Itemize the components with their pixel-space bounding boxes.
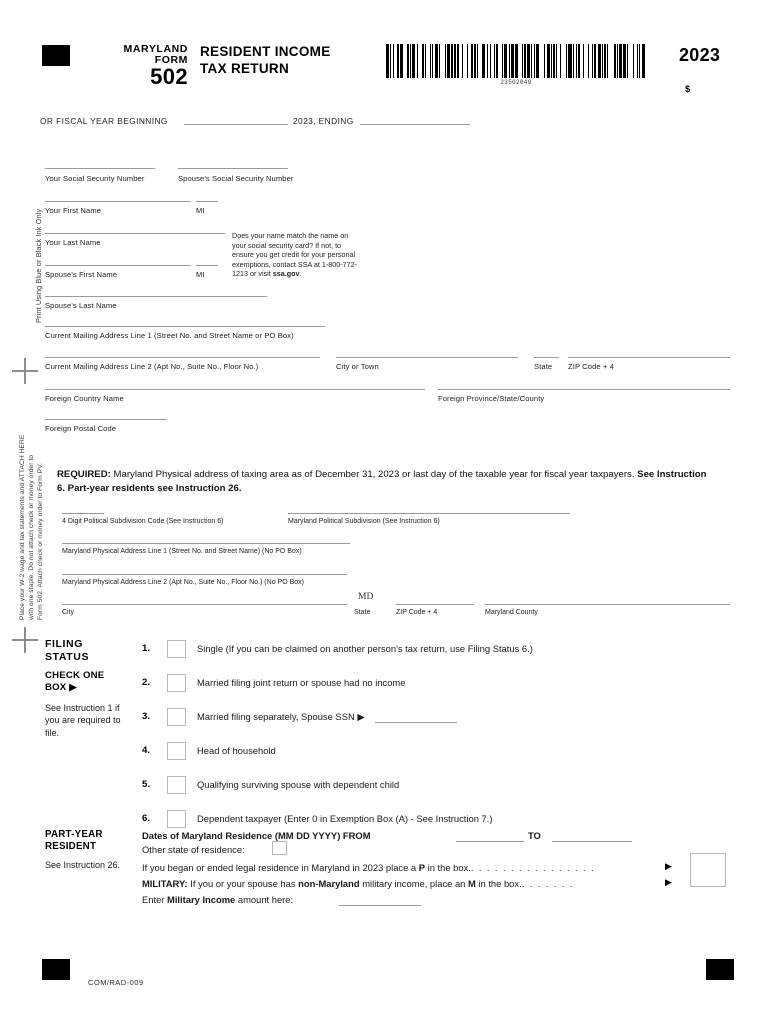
filing-status-subheading [45,670,145,694]
spouse-ssn-input[interactable] [178,168,288,169]
filing-status-option-2-number: 2. [142,677,151,688]
military-income-label: Military Income [167,894,236,905]
physical-line1-label: Maryland Physical Address Line 1 (Street No. and Street Name) (No PO Box) [62,548,302,555]
residence-dates-label: Dates of Maryland Residence (MM DD YYYY) FROM [142,830,371,841]
physical-state-value: MD [358,591,374,602]
part-year-heading [45,829,140,853]
subdivision-name-label: Maryland Political Subdivision (See Instruction 6) [288,518,440,525]
subdivision-code-input[interactable] [62,513,104,514]
part-year-heading-line2: RESIDENT [45,841,97,852]
p-box-instruction [142,861,595,875]
residence-to-input[interactable] [552,841,632,842]
other-state-label: Other state of residence: [142,844,245,855]
fiscal-year-mid-label: 2023, ENDING [293,116,354,126]
attach-note-line3: Form 502. Attach check or money order to Form PV. [37,462,44,620]
filing-status-note: See Instruction 1 if you are required to file. [45,703,121,738]
filing-status-option-3-number: 3. [142,711,151,722]
your-ssn-input[interactable] [45,168,155,169]
foreign-country-input[interactable] [45,389,425,390]
spouse-mi-input[interactable] [196,265,218,266]
military-income-text: Enter [142,894,168,905]
p-military-box[interactable] [690,853,726,887]
filing-status-heading [45,638,145,663]
military-text: If you or your spouse has [187,878,299,889]
your-last-name-label: Your Last Name [45,238,101,247]
filing-status-checkbox-1[interactable] [167,640,186,658]
military-text3: in the box. [475,878,522,889]
mailing-line2-input[interactable] [45,357,320,358]
mailing-city-input[interactable] [336,357,518,358]
form-title-line1: RESIDENT INCOME [200,44,331,59]
ssa-note-link[interactable]: ssa.gov [272,269,300,279]
spouse-ssn-label: Spouse's Social Security Number [178,174,294,183]
form-revision-code: COM/RAD-009 [88,978,144,987]
part-year-note: See Instruction 26. [45,860,121,870]
filing-status-option-1-label: Single (If you can be claimed on another person's tax return, use Filing Status 6.) [197,643,533,654]
mailing-state-input[interactable] [534,357,559,358]
physical-line2-input[interactable] [62,574,347,575]
p-box-letter: P [418,862,426,873]
form-title [200,44,380,77]
attach-note-line1: Place your W-2 wage and tax statements and ATTACH HERE [19,434,26,620]
physical-state-label: State [354,609,371,616]
military-dots: . . . . . . . [521,878,574,889]
check-one-line1: CHECK ONE [45,670,105,681]
physical-line2-label: Maryland Physical Address Line 2 (Apt No., Suite No., Floor No.) (No PO Box) [62,579,304,586]
filing-status-checkbox-2[interactable] [167,674,186,692]
filing-status-checkbox-4[interactable] [167,742,186,760]
mailing-zip-label: ZIP Code + 4 [568,362,615,371]
mailing-line2-label: Current Mailing Address Line 2 (Apt No., Suite No., Floor No.) [45,362,259,371]
your-mi-label: MI [196,206,205,215]
ssa-note-period: . [299,269,302,279]
mailing-zip-input[interactable] [568,357,730,358]
other-state-checkbox[interactable] [272,841,287,855]
military-non-maryland: non-Maryland [298,878,360,889]
agency-name: MARYLAND [123,43,188,55]
check-one-line2: BOX ▶ [45,682,77,693]
registration-cross-middle [12,358,38,384]
mailing-line1-input[interactable] [45,326,325,327]
filing-status-checkbox-3[interactable] [167,708,186,726]
spouse-last-name-label: Spouse's Last Name [45,301,117,310]
subdivision-code-label: 4 Digit Political Subdivision Code (See Instruction 6) [62,518,224,525]
subdivision-name-input[interactable] [288,513,570,514]
filing-status-option-4-number: 4. [142,745,151,756]
attach-note-line2: with one staple. Do not attach check or money order to [28,454,35,620]
form-barcode [386,44,646,86]
spouse-last-name-input[interactable] [45,296,267,297]
foreign-province-input[interactable] [438,389,730,390]
p-box-text: If you began or ended legal residence in Maryland in 2023 place a [142,862,419,873]
military-income-row [142,893,293,907]
filing-status-option-6-number: 6. [142,813,151,824]
registration-square-bottom-left [42,959,70,980]
military-income-input[interactable] [339,905,421,906]
residence-from-input[interactable] [456,841,524,842]
physical-zip-input[interactable] [396,604,474,605]
foreign-country-label: Foreign Country Name [45,394,124,403]
your-last-name-input[interactable] [45,233,225,234]
filing-status-option-1-number: 1. [142,643,151,654]
fiscal-end-input[interactable] [360,124,470,125]
residence-to-label: TO [528,830,541,841]
required-suffix: See Instruction 6. Part-year residents see Instruction 26. [57,469,707,494]
registration-square-top-left [42,45,70,66]
your-first-name-input[interactable] [45,201,191,202]
mailing-city-label: City or Town [336,362,379,371]
spouse-first-name-input[interactable] [45,265,191,266]
filing-status-option-2-label: Married filing joint return or spouse had no income [197,677,406,688]
physical-zip-label: ZIP Code + 4 [396,609,438,616]
filing-status-heading-line2: STATUS [45,650,90,663]
spouse-mi-label: MI [196,270,205,279]
mailing-state-label: State [534,362,553,371]
foreign-postal-input[interactable] [45,419,167,420]
military-income-text2: amount here: [235,894,294,905]
physical-county-input[interactable] [485,604,730,605]
form-title-line2: TAX RETURN [200,60,289,76]
foreign-postal-label: Foreign Postal Code [45,424,117,433]
required-instruction [57,468,707,495]
military-letter-m: M [468,878,476,889]
filing-status-option-6-label: Dependent taxpayer (Enter 0 in Exemption Box (A) - See Instruction 7.) [197,813,493,824]
military-label: MILITARY: [142,878,188,889]
physical-city-label: City [62,609,75,616]
physical-county-label: Maryland County [485,609,538,616]
required-text: Maryland Physical address of taxing area as of December 31, 2023 or last day of the taxable year for fiscal year taxpayers. [110,469,638,480]
required-prefix: REQUIRED: [57,469,111,480]
ssa-note-text: Does your name match the name on your social security card? If not, to ensure you get credit for your personal exemptions, contact SSA at 1-800-772-1213 or visit [232,231,358,279]
p-box-dots: . . . . . . . . . . . . . . . . [470,862,596,873]
military-arrow-icon: ▶ [665,877,672,887]
ssa-note [232,231,362,279]
p-box-text-end: in the box. [425,862,471,873]
filing-status-heading-line1: FILING [45,638,84,650]
military-instruction [142,877,574,891]
physical-city-input[interactable] [62,604,347,605]
registration-square-bottom-right [706,959,734,980]
military-text2: military income, place an [359,878,468,889]
registration-cross-lower [12,627,38,653]
print-ink-note: Print Using Blue or Black Ink Only [34,208,43,323]
foreign-province-label: Foreign Province/State/County [438,394,545,403]
dollar-sign: $ [685,84,691,94]
form-word: FORM [154,54,188,66]
form-number: 502 [150,64,188,89]
form-agency-heading [78,44,188,88]
mailing-line1-label: Current Mailing Address Line 1 (Street No. and Street Name or PO Box) [45,331,294,340]
your-ssn-label: Your Social Security Number [45,174,145,183]
filing-status-option-4-label: Head of household [197,745,276,756]
spouse-first-name-label: Spouse's First Name [45,270,118,279]
filing-status-checkbox-6[interactable] [167,810,186,828]
filing-status-checkbox-5[interactable] [167,776,186,794]
barcode-bars [386,44,646,78]
filing-status-option-5-label: Qualifying surviving spouse with dependent child [197,779,400,790]
fiscal-year-label: OR FISCAL YEAR BEGINNING [40,116,168,126]
tax-year: 2023 [679,45,721,65]
your-mi-input[interactable] [196,201,218,202]
filing-status-option-5-number: 5. [142,779,151,790]
filing-status-spouse-ssn-input[interactable] [375,722,457,723]
p-box-arrow-icon: ▶ [665,861,672,871]
barcode-number: 23502049 [500,79,532,86]
part-year-heading-line1: PART-YEAR [45,829,103,840]
fiscal-begin-input[interactable] [184,124,288,125]
physical-line1-input[interactable] [62,543,350,544]
filing-status-option-3-label: Married filing separately, Spouse SSN ▶ [197,711,365,722]
your-first-name-label: Your First Name [45,206,102,215]
